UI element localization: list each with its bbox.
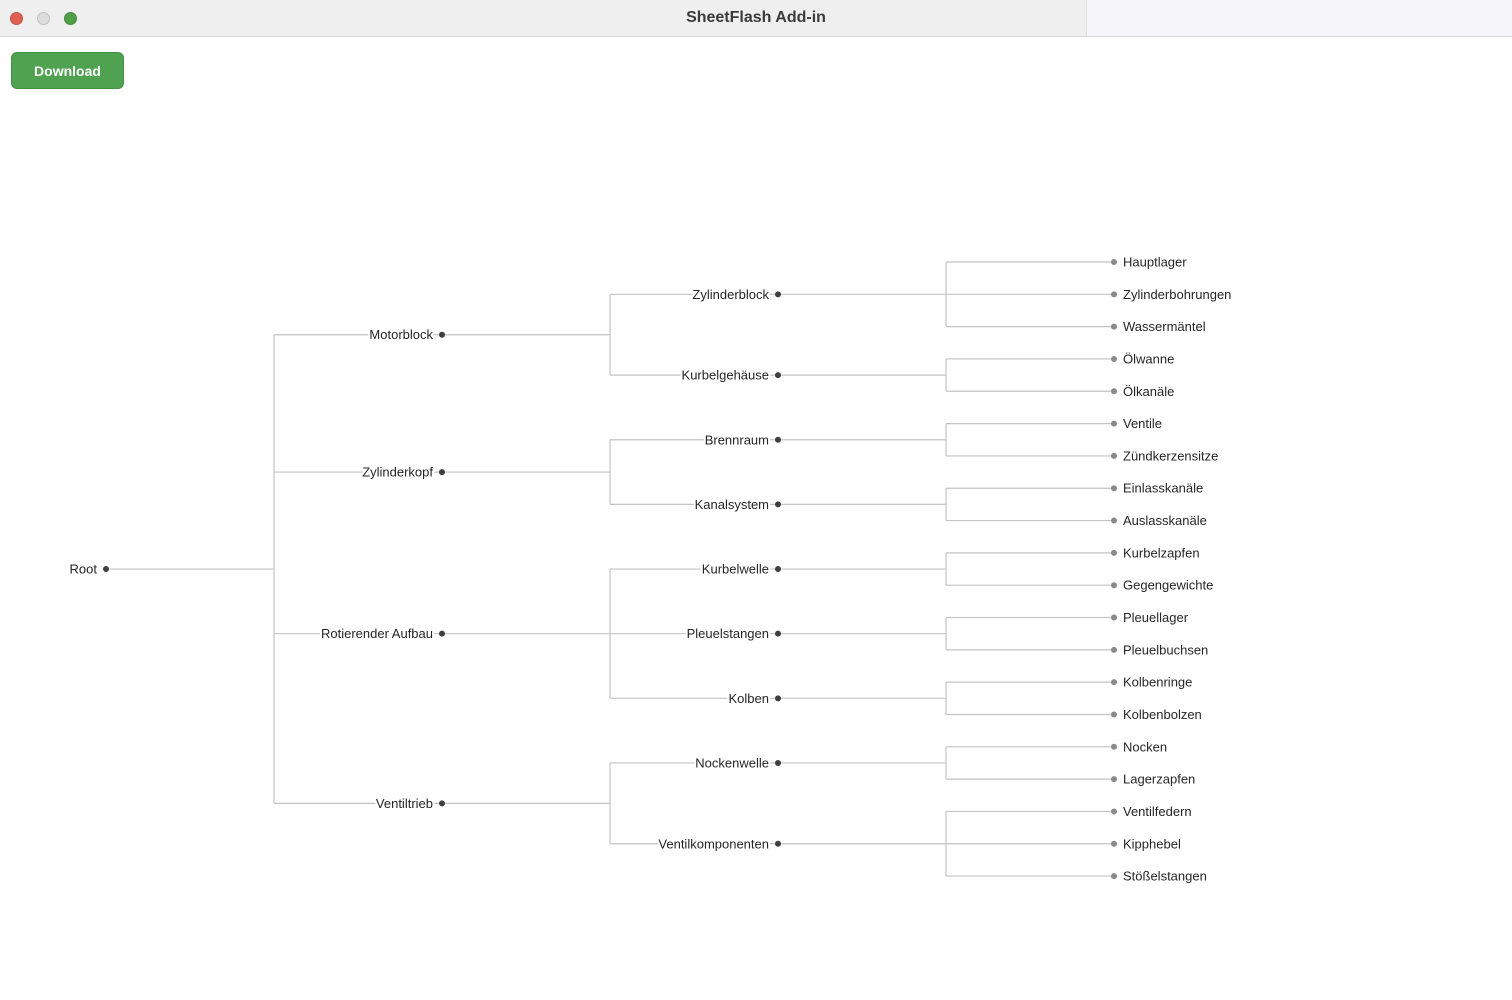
tree-node	[692, 287, 781, 302]
leaf-label: Zündkerzensitze	[1123, 448, 1219, 464]
tree-node	[362, 465, 445, 480]
traffic-lights	[10, 12, 77, 25]
branch-label: Kolben	[728, 690, 769, 706]
tree-node-dot	[1111, 259, 1117, 265]
tree-node-dot	[439, 332, 445, 338]
tree-node	[695, 497, 781, 512]
tree-node	[1111, 255, 1187, 270]
tree-node-dot	[1111, 873, 1117, 879]
tree-node	[321, 626, 445, 641]
tree-node	[1111, 739, 1167, 754]
tree-node-dot	[439, 469, 445, 475]
branch-label: Kurbelwelle	[701, 561, 769, 577]
minimize-window-button[interactable]	[37, 12, 50, 25]
tree-node-dot	[775, 760, 781, 766]
branch-label: Rotierender Aufbau	[320, 626, 433, 642]
tree-node-dot	[775, 501, 781, 507]
tree-node-dot	[775, 291, 781, 297]
tree-node-dot	[103, 566, 109, 572]
branch-label: Ventilkomponenten	[658, 836, 769, 852]
leaf-label: Stößelstangen	[1123, 868, 1207, 884]
branch-label: Root	[69, 561, 97, 577]
tree-node-dot	[1111, 679, 1117, 685]
tree-node	[658, 836, 781, 851]
tree-node-dot	[1111, 647, 1117, 653]
tree-node-dot	[1111, 776, 1117, 782]
tree-node	[1111, 513, 1207, 528]
tree-node	[1111, 675, 1192, 690]
branch-label: Zylinderblock	[692, 286, 769, 302]
tree-node-dot	[1111, 615, 1117, 621]
tree-node-dot	[439, 631, 445, 637]
tree-node	[1111, 707, 1202, 722]
tree-node	[1111, 448, 1218, 463]
tree-node-dot	[439, 800, 445, 806]
leaf-label: Wassermäntel	[1123, 319, 1206, 335]
leaf-label: Kipphebel	[1123, 836, 1181, 852]
tree-node	[687, 626, 781, 641]
branch-label: Motorblock	[369, 327, 433, 343]
window-title: SheetFlash Add-in	[686, 9, 826, 26]
tree-node-dot	[1111, 841, 1117, 847]
leaf-label: Gegengewichte	[1123, 577, 1214, 593]
tree-node-dot	[775, 372, 781, 378]
leaf-label: Ventile	[1123, 416, 1163, 432]
tree-node	[1111, 772, 1195, 787]
tree-node-dot	[1111, 582, 1117, 588]
tree-node-dot	[1111, 388, 1117, 394]
tree-node	[1111, 481, 1203, 496]
tree-node-dot	[1111, 711, 1117, 717]
tree-node	[1111, 578, 1213, 593]
branch-label: Pleuelstangen	[686, 626, 769, 642]
leaf-label: Hauptlager	[1123, 254, 1187, 270]
tree-node-dot	[1111, 453, 1117, 459]
branch-label: Kurbelgehäuse	[681, 367, 769, 383]
leaf-label: Kolbenringe	[1123, 674, 1193, 690]
tree-node-dot	[775, 695, 781, 701]
tree-node	[1111, 384, 1174, 399]
leaf-label: Auslasskanäle	[1123, 513, 1207, 529]
leaf-label: Ölkanäle	[1123, 383, 1175, 399]
tree-node-dot	[775, 841, 781, 847]
close-window-button[interactable]	[10, 12, 23, 25]
tree-node-dot	[1111, 291, 1117, 297]
tree-node-dot	[1111, 421, 1117, 427]
tree-node	[695, 755, 781, 770]
tree-node	[1111, 804, 1192, 819]
leaf-label: Pleuellager	[1123, 610, 1189, 626]
leaf-label: Einlasskanäle	[1123, 480, 1204, 496]
branch-label: Brennraum	[704, 432, 769, 448]
tree-node-dot	[1111, 324, 1117, 330]
leaf-label: Zylinderbohrungen	[1123, 286, 1232, 302]
tree-node-dot	[1111, 485, 1117, 491]
tree-node	[1111, 642, 1208, 657]
tree-node-dot	[1111, 518, 1117, 524]
leaf-label: Pleuelbuchsen	[1123, 642, 1209, 658]
leaf-label: Lagerzapfen	[1123, 771, 1196, 787]
tree-node	[1111, 610, 1189, 625]
tree-node-dot	[775, 437, 781, 443]
tree-node-dot	[775, 566, 781, 572]
tree-links	[106, 262, 1114, 876]
zoom-window-button[interactable]	[64, 12, 77, 25]
tree-node	[1111, 869, 1207, 884]
tree-node-dot	[775, 631, 781, 637]
leaf-label: Kurbelzapfen	[1123, 545, 1200, 561]
tree-node-dot	[1111, 808, 1117, 814]
branch-label: Kanalsystem	[694, 496, 769, 512]
tree-node-dot	[1111, 550, 1117, 556]
tree-node	[1111, 416, 1162, 431]
tree-node	[1111, 545, 1200, 560]
leaf-label: Ölwanne	[1123, 351, 1175, 367]
branch-label: Zylinderkopf	[362, 464, 433, 480]
tree-node	[1111, 351, 1174, 366]
download-button[interactable]: Download	[11, 52, 124, 89]
leaf-label: Kolbenbolzen	[1123, 706, 1202, 722]
tree-node-dot	[1111, 744, 1117, 750]
tree-node	[1111, 319, 1206, 334]
branch-label: Nockenwelle	[695, 755, 769, 771]
tree-node	[1111, 836, 1181, 851]
branch-label: Ventiltrieb	[375, 795, 433, 811]
window-titlebar	[0, 0, 1512, 37]
leaf-label: Nocken	[1123, 739, 1168, 755]
tree-node	[1111, 287, 1231, 302]
tree-node-dot	[1111, 356, 1117, 362]
leaf-label: Ventilfedern	[1123, 803, 1192, 819]
tree-node	[70, 562, 109, 577]
tree-node	[682, 368, 781, 383]
